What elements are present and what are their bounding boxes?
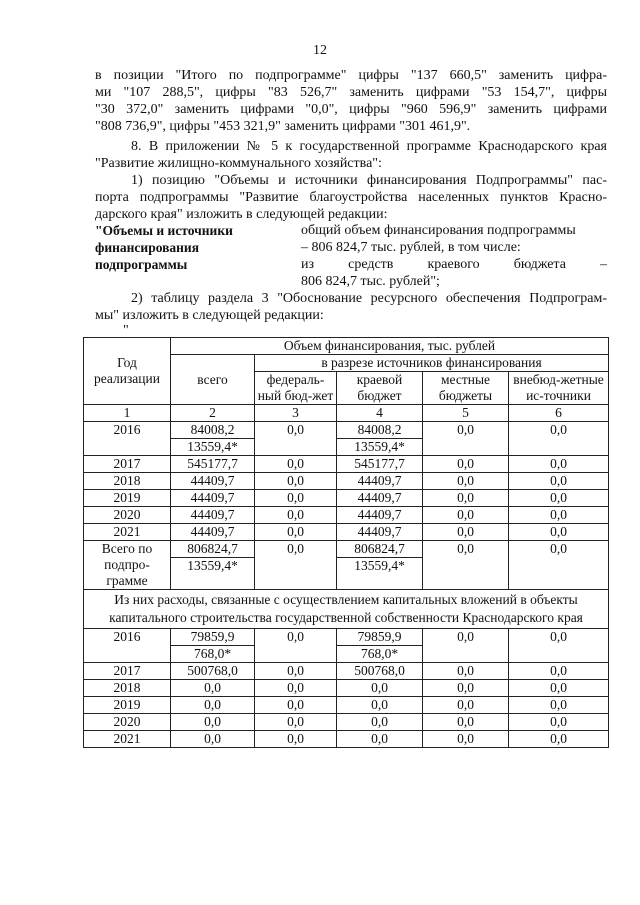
cell-regional: 0,0 xyxy=(337,714,423,731)
cell-regional-value: 79859,9 xyxy=(337,629,422,646)
cell-federal: 0,0 xyxy=(255,524,337,541)
cell-regional: 0,0 xyxy=(337,731,423,748)
cell-local: 0,0 xyxy=(423,507,509,524)
cell-extra: 0,0 xyxy=(509,456,609,473)
cell-total: 0,0 xyxy=(171,680,255,697)
cell-year: 2016 xyxy=(84,629,171,663)
table-row xyxy=(84,731,609,748)
cell-extra: 0,0 xyxy=(509,422,609,456)
cell-extra: 0,0 xyxy=(509,541,609,590)
cell-year: 2019 xyxy=(84,490,171,507)
cell-local: 0,0 xyxy=(423,541,509,590)
cell-year: 2016 xyxy=(84,422,171,456)
cell-local: 0,0 xyxy=(423,490,509,507)
cell-regional-value: 768,0* xyxy=(360,646,399,661)
cell-federal: 0,0 xyxy=(255,473,337,490)
passport-label: "Объемы и источники финансирования подпрограммы xyxy=(95,223,233,272)
table-row xyxy=(84,541,609,590)
cell-total: 0,0 xyxy=(171,714,255,731)
table-row xyxy=(84,490,609,507)
cell-total: 0,0 xyxy=(171,731,255,748)
cell-year: 2020 xyxy=(84,507,171,524)
cell-local: 0,0 xyxy=(423,697,509,714)
header-year: Год реализации xyxy=(84,338,171,405)
body-line: 8. В приложении № 5 к государственной программе Краснодарского края xyxy=(131,139,607,154)
cell-total: 44409,7 xyxy=(171,524,255,541)
cell-total xyxy=(171,629,255,663)
column-number: 4 xyxy=(337,405,423,422)
cell-local: 0,0 xyxy=(423,473,509,490)
cell-federal: 0,0 xyxy=(255,507,337,524)
cell-year: Всего по подпро-грамме xyxy=(84,541,171,590)
cell-regional: 500768,0 xyxy=(337,663,423,680)
cell-total: 545177,7 xyxy=(171,456,255,473)
cell-regional: 44409,7 xyxy=(337,524,423,541)
cell-federal: 0,0 xyxy=(255,680,337,697)
body-line: 2) таблицу раздела 3 "Обоснование ресурсного обеспечения Подпрограм- xyxy=(131,291,607,306)
body-line: "808 736,9", цифры "453 321,9" заменить цифрами "301 461,9". xyxy=(95,119,471,134)
table-row xyxy=(84,507,609,524)
table-row xyxy=(84,629,609,663)
cell-regional xyxy=(337,541,423,590)
cell-year: 2018 xyxy=(84,680,171,697)
cell-regional: 44409,7 xyxy=(337,473,423,490)
open-quote: " xyxy=(123,323,129,338)
cell-federal: 0,0 xyxy=(255,490,337,507)
cell-regional xyxy=(337,422,423,456)
cell-local: 0,0 xyxy=(423,714,509,731)
header-regional: краевой бюджет xyxy=(337,372,423,405)
column-number: 6 xyxy=(509,405,609,422)
cell-total-value: 79859,9 xyxy=(171,629,254,646)
cell-extra: 0,0 xyxy=(509,629,609,663)
column-number: 3 xyxy=(255,405,337,422)
table-row xyxy=(84,524,609,541)
cell-regional: 0,0 xyxy=(337,697,423,714)
body-line: ми "107 288,5", цифры "83 526,7" заменить цифрами "53 154,7", цифры xyxy=(95,85,607,100)
cell-regional: 44409,7 xyxy=(337,507,423,524)
header-sources: в разрезе источников финансирования xyxy=(255,355,609,372)
cell-year: 2018 xyxy=(84,473,171,490)
cell-local: 0,0 xyxy=(423,663,509,680)
cell-regional-value: 806824,7 xyxy=(337,541,422,558)
table-row xyxy=(84,714,609,731)
page-number: 12 xyxy=(313,43,327,58)
cell-total xyxy=(171,422,255,456)
column-number: 1 xyxy=(84,405,171,422)
body-line: 1) позицию "Объемы и источники финансирования Подпрограммы" пас- xyxy=(131,173,607,188)
body-line: "30 372,0" заменить цифрами "0,0", цифры "960 596,9" заменить цифрами xyxy=(95,102,607,117)
cell-regional: 0,0 xyxy=(337,680,423,697)
cell-federal: 0,0 xyxy=(255,422,337,456)
cell-local: 0,0 xyxy=(423,524,509,541)
cell-federal: 0,0 xyxy=(255,663,337,680)
body-line: "Развитие жилищно-коммунального хозяйства": xyxy=(95,156,382,171)
table-body-capital xyxy=(84,629,609,748)
cell-extra: 0,0 xyxy=(509,507,609,524)
column-number: 5 xyxy=(423,405,509,422)
cell-total: 44409,7 xyxy=(171,490,255,507)
passport-value: общий объем финансирования подпрограммы – 806 824,7 тыс. рублей, в том числе: из средств краевого бюджета – 806 824,7 тыс. рублей"; xyxy=(301,223,607,289)
cell-federal: 0,0 xyxy=(255,541,337,590)
cell-regional-value: 13559,4* xyxy=(354,558,405,573)
cell-extra: 0,0 xyxy=(509,714,609,731)
body-line: дарского края" изложить в следующей редакции: xyxy=(95,207,388,222)
header-extra: внебюд-жетные ис-точники xyxy=(509,372,609,405)
body-line: порта подпрограммы "Развитие благоустройства населенных пунктов Красно- xyxy=(95,190,607,205)
cell-total-value: 806824,7 xyxy=(171,541,254,558)
cell-total: 500768,0 xyxy=(171,663,255,680)
cell-year: 2021 xyxy=(84,524,171,541)
cell-federal: 0,0 xyxy=(255,629,337,663)
column-number: 2 xyxy=(171,405,255,422)
cell-total-value: 768,0* xyxy=(193,646,232,661)
header-total: всего xyxy=(171,355,255,405)
cell-total: 44409,7 xyxy=(171,473,255,490)
cell-regional-value: 84008,2 xyxy=(337,422,422,439)
table-row xyxy=(84,697,609,714)
cell-regional: 44409,7 xyxy=(337,490,423,507)
cell-local: 0,0 xyxy=(423,456,509,473)
cell-year: 2017 xyxy=(84,456,171,473)
table-body-main xyxy=(84,422,609,590)
cell-local: 0,0 xyxy=(423,629,509,663)
cell-federal: 0,0 xyxy=(255,697,337,714)
cell-federal: 0,0 xyxy=(255,456,337,473)
cell-total: 0,0 xyxy=(171,697,255,714)
cell-year: 2017 xyxy=(84,663,171,680)
cell-total: 44409,7 xyxy=(171,507,255,524)
table-row xyxy=(84,422,609,456)
cell-extra: 0,0 xyxy=(509,731,609,748)
table-row xyxy=(84,473,609,490)
cell-federal: 0,0 xyxy=(255,731,337,748)
cell-total-value: 13559,4* xyxy=(187,439,238,454)
body-line: мы" изложить в следующей редакции: xyxy=(95,308,324,323)
table-row xyxy=(84,456,609,473)
header-federal: федераль-ный бюд-жет xyxy=(255,372,337,405)
cell-year: 2021 xyxy=(84,731,171,748)
cell-total-value: 13559,4* xyxy=(187,558,238,573)
cell-extra: 0,0 xyxy=(509,490,609,507)
cell-extra: 0,0 xyxy=(509,473,609,490)
cell-federal: 0,0 xyxy=(255,714,337,731)
cell-regional: 545177,7 xyxy=(337,456,423,473)
cell-regional xyxy=(337,629,423,663)
cell-regional-value: 13559,4* xyxy=(354,439,405,454)
cell-extra: 0,0 xyxy=(509,524,609,541)
cell-local: 0,0 xyxy=(423,680,509,697)
cell-year: 2019 xyxy=(84,697,171,714)
table-row xyxy=(84,663,609,680)
cell-extra: 0,0 xyxy=(509,697,609,714)
header-volume: Объем финансирования, тыс. рублей xyxy=(171,338,609,355)
cell-total-value: 84008,2 xyxy=(171,422,254,439)
body-line: в позиции "Итого по подпрограмме" цифры "137 660,5" заменить цифра- xyxy=(95,68,607,83)
cell-year: 2020 xyxy=(84,714,171,731)
capital-caption: Из них расходы, связанные с осуществлением капитальных вложений в объекты капитального строительства государственной собственности Краснодарского края xyxy=(84,590,609,629)
cell-local: 0,0 xyxy=(423,422,509,456)
table-row xyxy=(84,680,609,697)
cell-extra: 0,0 xyxy=(509,680,609,697)
cell-total xyxy=(171,541,255,590)
cell-extra: 0,0 xyxy=(509,663,609,680)
cell-local: 0,0 xyxy=(423,731,509,748)
header-local: местные бюджеты xyxy=(423,372,509,405)
financing-table xyxy=(83,337,609,748)
table-body-caption xyxy=(84,590,609,629)
